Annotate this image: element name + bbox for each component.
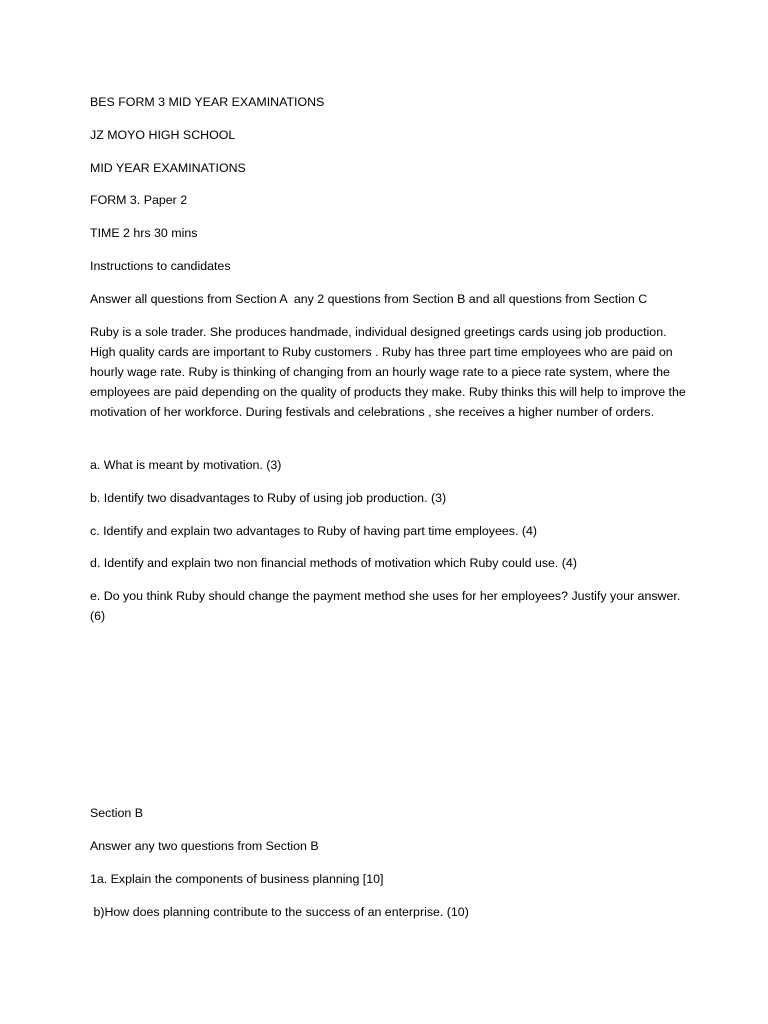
question-d: d. Identify and explain two non financial methods of motivation which Ruby could use. (4) <box>90 556 577 570</box>
instructions-heading: Instructions to candidates <box>90 259 231 273</box>
instructions-text: Answer all questions from Section A any 2 questions from Section B and all questions from Section C <box>90 292 648 306</box>
section-b-question-1a: 1a. Explain the components of business planning [10] <box>90 872 384 886</box>
case-study-paragraph: Ruby is a sole trader. She produces handmade, individual designed greetings cards using job production. High quality cards are important to Ruby customers . Ruby has three part time employees who are paid on hourly wage rate. Ruby is thinking of changing from an hourly wage rate to a piece rate system, where the employees are paid depending on the quality of products they make. Ruby thinks this will help to improve the motivation of her workforce. During festivals and celebrations , she receives a higher number of orders. <box>90 325 690 419</box>
section-b-question-1b: b)How does planning contribute to the success of an enterprise. (10) <box>90 905 469 919</box>
section-b-heading: Section B <box>90 806 144 820</box>
question-c: c. Identify and explain two advantages to Ruby of having part time employees. (4) <box>90 524 538 538</box>
exam-title: MID YEAR EXAMINATIONS <box>90 161 246 175</box>
school-name: JZ MOYO HIGH SCHOOL <box>90 128 236 142</box>
form-paper-line: FORM 3. Paper 2 <box>90 193 188 207</box>
time-line: TIME 2 hrs 30 mins <box>90 226 198 240</box>
exam-board-line: BES FORM 3 MID YEAR EXAMINATIONS <box>90 95 325 109</box>
question-a: a. What is meant by motivation. (3) <box>90 458 282 472</box>
question-e: e. Do you think Ruby should change the payment method she uses for her employees? Justify your answer. (6) <box>90 589 684 623</box>
question-b: b. Identify two disadvantages to Ruby of using job production. (3) <box>90 491 447 505</box>
section-b-instructions: Answer any two questions from Section B <box>90 839 319 853</box>
